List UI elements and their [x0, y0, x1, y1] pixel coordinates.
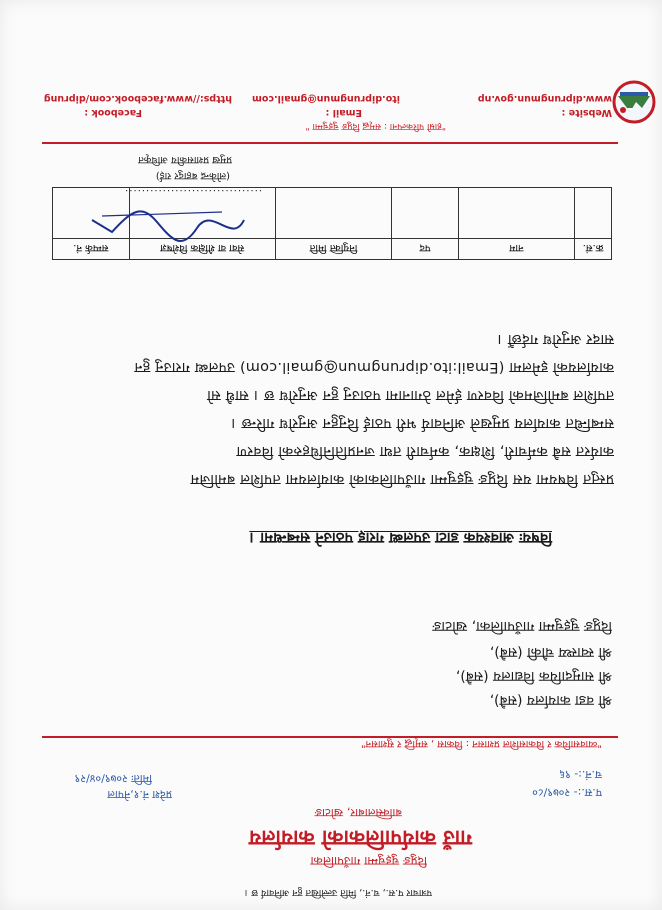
top-note: पत्राचार प.स., च.नं., मिति उल्लेखित हुन अनिवार्य छ । — [244, 887, 432, 898]
letter-number: च.नं.:- ९६ — [559, 768, 602, 781]
body-line-2: कार्यरत सबै कर्मचारी, शिक्षक, कर्मचारी तथा जनप्रतिनिधिहरुको विवरण — [236, 443, 614, 459]
col-name: नाम — [458, 239, 574, 260]
footer-motto: "हाम्रो परिकल्पना : समृद्ध दिप्रुङ चुइचुम्मा " — [305, 121, 446, 131]
facebook-url[interactable]: https://www.facebook.com/diprung — [43, 93, 232, 104]
office-line-1: दिप्रुङ चुइचुम्मा गाउँपालिका — [310, 854, 427, 868]
recipient-schools: श्री सामुदायिक विद्यालय (सबै), — [455, 668, 612, 684]
website-url[interactable]: www.diprungmun.gov.np — [477, 93, 612, 104]
fiscal-year: प.स.:- २०७९/८० — [532, 786, 602, 799]
issue-date: मितिः २०७९/०४/२९ — [74, 772, 152, 785]
office-location: बाक्सिलाबार, खोटाङ — [314, 806, 402, 820]
body-line-1: प्रस्तुत विषयमा यस दिप्रुङ चुइचुम्मा गाउँपालिकाको कार्यालयमा तपशिल बमोजिम — [190, 471, 614, 487]
subject-line: विषयः आवश्यक डाटा उपलब्ध गराइ पठाउने सम्बन्धमा । — [249, 529, 552, 547]
footer-divider — [42, 142, 618, 144]
recipient-municipality: दिप्रुङ चुइचुम्मा गाउँपालिका, खोटाङ — [432, 618, 612, 634]
signatory-name: (लोकेन्द्र बहादुर राई) — [155, 170, 230, 181]
province-label: प्रदेश नं.१,नेपाल — [107, 788, 172, 801]
signatory-title: प्रमुख प्रशासकीय अधिकृत — [138, 154, 232, 165]
col-appointment-date: नियुक्ति मिति — [275, 239, 391, 260]
slogan: "व्यावसायिक र विकासशिल प्रशासन : विकास , समृद्धि र सुशासन" — [360, 738, 602, 749]
body-line-6: सादर अनुरोध गर्दछौं । — [497, 331, 614, 347]
col-position: पद — [392, 239, 459, 260]
handwritten-signature — [82, 200, 252, 250]
col-contact: सम्पर्क नं. — [53, 239, 130, 260]
recipient-health-posts: श्री स्वास्थ्य चौकी (सबै), — [489, 644, 612, 660]
col-serial: क्र.सं. — [575, 239, 612, 260]
header-divider — [42, 736, 618, 738]
col-service-specialty: सेवा वा शैक्षिक विशेषज्ञ — [129, 239, 275, 260]
website-label: Website : — [561, 107, 612, 118]
email-label: Email : — [325, 107, 362, 118]
office-main-title: गाउँ कार्यपालिकाको कार्यालय — [249, 826, 472, 850]
email-address[interactable]: ito.diprungmun@gmail.com — [251, 93, 400, 104]
body-line-4: तपशिल बमोजिमको विवरण ईमेल ठेगानामा पठाउनु हुन अनुरोध छ । साथै सो — [206, 387, 614, 403]
body-line-3: सम्बन्धित कार्यालय प्रमुखले अनिवार्य भरी पठाई दिनुहुन अनुरोध गरिन्छ । — [230, 415, 614, 431]
municipality-emblem-icon — [612, 80, 656, 124]
recipient-ward-office: श्री वडा कार्यालय (सबै), — [489, 692, 612, 708]
facebook-label: Facebook : — [84, 107, 142, 118]
body-line-5: कार्यालयको इमेलमा (Email:ito.diprungmun@gmail.com) उपलब्ध गराउनु हुन — [134, 359, 614, 375]
signature-dotted-line: ................................. — [124, 187, 262, 198]
